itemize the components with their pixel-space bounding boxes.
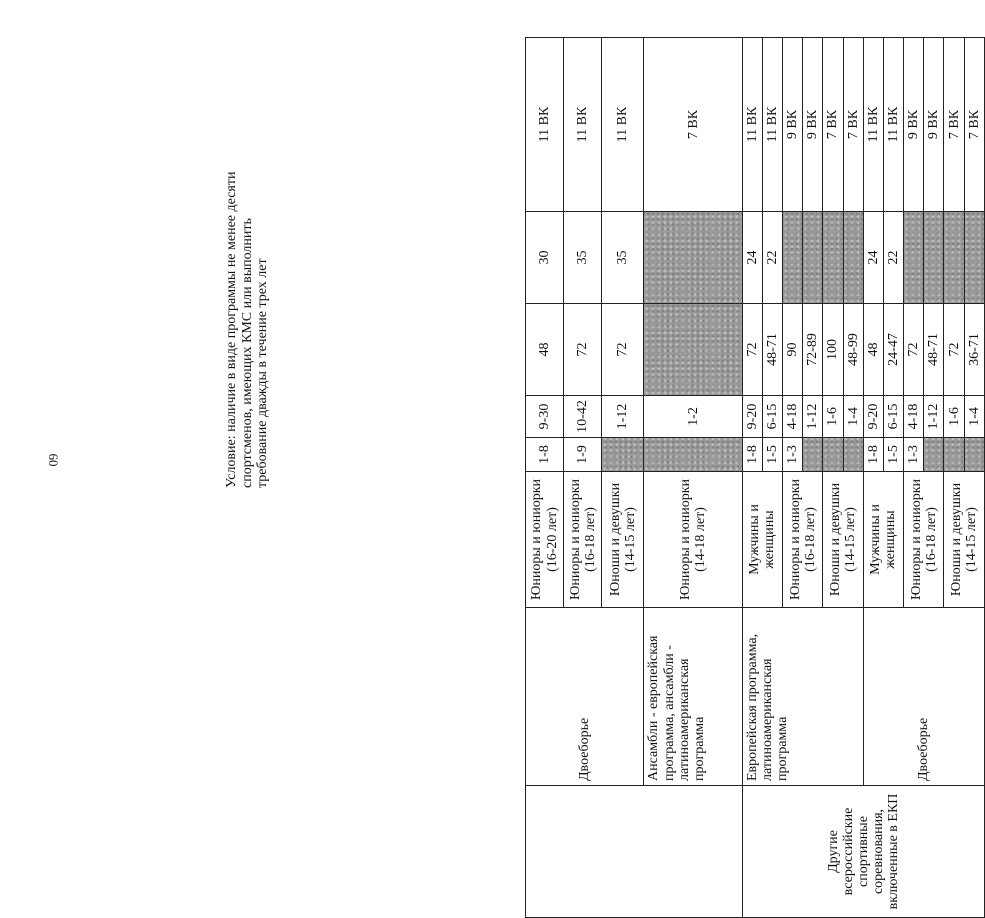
place-cell: 1-5 [883, 438, 903, 472]
shaded-cell [964, 438, 984, 472]
place-cell: 1-6 [944, 396, 964, 438]
value-cell: 72-89 [803, 304, 823, 396]
qualification-table [525, 37, 985, 918]
place-cell: 4-18 [904, 396, 924, 438]
rank-cell: 11 ВК [883, 38, 903, 212]
table-row [526, 38, 564, 918]
condition-text: Условие: наличие в виде программы не менее десяти спортсменов, имеющих КМС или выполнить требование дважды в течение трех лет [222, 150, 278, 492]
shaded-cell [924, 438, 944, 472]
value-cell: 72 [602, 304, 644, 396]
shaded-cell [823, 212, 843, 304]
value-cell: 36-71 [964, 304, 984, 396]
value-cell: 24-47 [883, 304, 903, 396]
place-cell: 1-3 [904, 438, 924, 472]
age-group-cell: Юноши и девушки (14-15 лет) [944, 472, 985, 608]
age-group-cell: Мужчины и женщины [742, 472, 782, 608]
rank-cell: 9 ВК [924, 38, 944, 212]
shaded-cell [644, 438, 742, 472]
place-cell: 1-6 [823, 396, 843, 438]
shaded-cell [944, 212, 964, 304]
rank-cell: 11 ВК [762, 38, 782, 212]
place-cell: 1-12 [924, 396, 944, 438]
condition-note [222, 150, 278, 492]
discipline-cell: Двоеборье [863, 608, 984, 786]
value-cell: 48 [526, 304, 564, 396]
place-cell: 1-12 [803, 396, 823, 438]
place-cell: 1-5 [762, 438, 782, 472]
place-cell: 4-18 [783, 396, 803, 438]
shaded-cell [843, 438, 863, 472]
place-cell: 9-20 [742, 396, 762, 438]
value-cell: 48 [863, 304, 883, 396]
rank-cell: 9 ВК [783, 38, 803, 212]
shaded-cell [644, 304, 742, 396]
rank-cell: 7 ВК [964, 38, 984, 212]
age-group-cell: Юниоры и юниорки (16-18 лет) [564, 472, 602, 608]
rank-cell: 11 ВК [742, 38, 762, 212]
rank-cell: 11 ВК [602, 38, 644, 212]
place-cell: 1-8 [742, 438, 762, 472]
rank-cell: 11 ВК [863, 38, 883, 212]
age-group-cell: Юниоры и юниорки (16-18 лет) [783, 472, 823, 608]
rank-cell: 7 ВК [843, 38, 863, 212]
value-cell: 35 [602, 212, 644, 304]
page-number: 60 [46, 453, 61, 467]
value-cell: 35 [564, 212, 602, 304]
place-cell: 1-9 [564, 438, 602, 472]
value-cell: 48-99 [843, 304, 863, 396]
shaded-cell [964, 212, 984, 304]
place-cell: 1-8 [863, 438, 883, 472]
category-cell-empty [526, 786, 743, 918]
rank-cell: 9 ВК [904, 38, 924, 212]
value-cell: 72 [742, 304, 762, 396]
value-cell: 22 [883, 212, 903, 304]
shaded-cell [803, 212, 823, 304]
place-cell: 6-15 [883, 396, 903, 438]
shaded-cell [803, 438, 823, 472]
place-cell: 1-4 [964, 396, 984, 438]
value-cell: 24 [742, 212, 762, 304]
shaded-cell [904, 212, 924, 304]
discipline-cell: Ансамбли - европейская программа, ансамбли - латиноамериканская программа [644, 608, 742, 786]
place-cell: 1-12 [602, 396, 644, 438]
value-cell: 24 [863, 212, 883, 304]
place-cell: 9-30 [526, 396, 564, 438]
place-cell: 6-15 [762, 396, 782, 438]
value-cell: 100 [823, 304, 843, 396]
discipline-cell: Двоеборье [526, 608, 644, 786]
place-cell: 1-3 [783, 438, 803, 472]
shaded-cell [783, 212, 803, 304]
shaded-cell [924, 212, 944, 304]
age-group-cell: Юноши и девушки (14-15 лет) [602, 472, 644, 608]
category-cell: Другие всероссийские спортивные соревнования, включенные в ЕКП [742, 786, 984, 918]
age-group-cell: Юниоры и юниорки (16-20 лет) [526, 472, 564, 608]
table-row [742, 38, 762, 918]
place-cell: 1-4 [843, 396, 863, 438]
rank-cell: 7 ВК [944, 38, 964, 212]
rank-cell: 9 ВК [803, 38, 823, 212]
value-cell: 72 [904, 304, 924, 396]
shaded-cell [843, 212, 863, 304]
place-cell: 1-8 [526, 438, 564, 472]
shaded-cell [944, 438, 964, 472]
rank-cell: 11 ВК [564, 38, 602, 212]
value-cell: 72 [944, 304, 964, 396]
place-cell: 10-42 [564, 396, 602, 438]
value-cell: 48-71 [762, 304, 782, 396]
rotated-table-wrapper [525, 38, 985, 918]
rank-cell: 11 ВК [526, 38, 564, 212]
value-cell: 30 [526, 212, 564, 304]
age-group-cell: Мужчины и женщины [863, 472, 903, 608]
shaded-cell [602, 438, 644, 472]
age-group-cell: Юноши и девушки (14-15 лет) [823, 472, 863, 608]
place-cell: 1-2 [644, 396, 742, 438]
value-cell: 90 [783, 304, 803, 396]
value-cell: 72 [564, 304, 602, 396]
shaded-cell [823, 438, 843, 472]
age-group-cell: Юниоры и юниорки (16-18 лет) [904, 472, 944, 608]
place-cell: 9-20 [863, 396, 883, 438]
value-cell: 48-71 [924, 304, 944, 396]
age-group-cell: Юниоры и юниорки (14-18 лет) [644, 472, 742, 608]
discipline-cell: Европейская программа, латиноамериканская программа [742, 608, 863, 786]
rank-cell: 7 ВК [644, 38, 742, 212]
rank-cell: 7 ВК [823, 38, 843, 212]
shaded-cell [644, 212, 742, 304]
value-cell: 22 [762, 212, 782, 304]
